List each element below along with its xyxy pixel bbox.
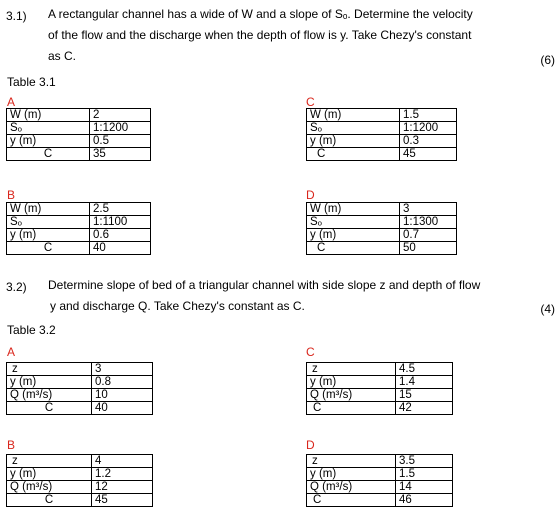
table-letter-a: A xyxy=(7,345,16,359)
table-row xyxy=(7,363,153,376)
table-cell: 3 xyxy=(400,203,457,216)
table-row xyxy=(7,109,151,122)
question-text-3-1 xyxy=(48,4,528,67)
table-cell: Q (m³/s) xyxy=(307,389,396,402)
table-cell: W (m) xyxy=(307,203,400,216)
table-cell: Sₒ xyxy=(7,122,90,135)
table-row xyxy=(307,122,457,135)
table-cell: 1.2 xyxy=(92,468,153,481)
table-row xyxy=(7,148,151,161)
table-cell: z xyxy=(307,455,396,468)
table-cell: 14 xyxy=(396,481,453,494)
table-cell: C xyxy=(307,494,396,507)
table-cell: 2.5 xyxy=(90,203,151,216)
table-row xyxy=(7,242,151,255)
table-letter-a: A xyxy=(7,95,16,109)
table-cell: 35 xyxy=(90,148,151,161)
table-letter-d: D xyxy=(306,438,315,452)
table-row xyxy=(307,242,457,255)
table-cell: y (m) xyxy=(7,468,92,481)
table-cell: Sₒ xyxy=(7,216,90,229)
table-letter-c: C xyxy=(306,345,315,359)
table-cell: 0.6 xyxy=(90,229,151,242)
question-line: as C. xyxy=(48,49,77,63)
table-cell: 4 xyxy=(92,455,153,468)
table-cell: 42 xyxy=(396,402,453,415)
table-row xyxy=(7,494,153,507)
table-cell: y (m) xyxy=(307,229,400,242)
table-cell: 45 xyxy=(400,148,457,161)
table-letter-b: B xyxy=(7,438,16,452)
question-line: y and discharge Q. Take Chezy's constant as C. xyxy=(50,299,305,313)
table-cell: 0.7 xyxy=(400,229,457,242)
table-row xyxy=(7,122,151,135)
question-number-3-1: 3.1) xyxy=(6,9,27,23)
table-3-1-b xyxy=(6,202,151,255)
table-cell: 0.5 xyxy=(90,135,151,148)
table-cell: 1.5 xyxy=(396,468,453,481)
table-row xyxy=(7,203,151,216)
table-cell: 45 xyxy=(92,494,153,507)
table-cell: 40 xyxy=(92,402,153,415)
question-text-3-2 xyxy=(48,275,528,317)
table-cell: C xyxy=(7,402,92,415)
table-row xyxy=(307,402,453,415)
table-cell: 0.3 xyxy=(400,135,457,148)
table-cell: Q (m³/s) xyxy=(7,389,92,402)
table-letter-b: B xyxy=(7,188,16,202)
table-cell: 1:1200 xyxy=(400,122,457,135)
table-cell: 2 xyxy=(90,109,151,122)
table-row xyxy=(307,494,453,507)
table-cell: 15 xyxy=(396,389,453,402)
table-cell: 4.5 xyxy=(396,363,453,376)
table-cell: C xyxy=(307,402,396,415)
table-row xyxy=(7,468,153,481)
table-row xyxy=(307,376,453,389)
table-cell: C xyxy=(7,242,90,255)
table-3-2-b xyxy=(6,454,153,507)
table-cell: y (m) xyxy=(307,135,400,148)
table-cell: 46 xyxy=(396,494,453,507)
table-row xyxy=(307,229,457,242)
table-row xyxy=(307,468,453,481)
table-cell: W (m) xyxy=(307,109,400,122)
table-cell: 1.5 xyxy=(400,109,457,122)
table-cell: Sₒ xyxy=(307,216,400,229)
table-caption-3-2: Table 3.2 xyxy=(7,323,56,337)
marks-3-2: (4) xyxy=(540,302,555,316)
table-caption-3-1: Table 3.1 xyxy=(7,75,56,89)
table-cell: Q (m³/s) xyxy=(307,481,396,494)
table-cell: 12 xyxy=(92,481,153,494)
table-3-2-c xyxy=(306,362,453,415)
table-row xyxy=(307,148,457,161)
table-row xyxy=(7,481,153,494)
table-cell: 40 xyxy=(90,242,151,255)
table-row xyxy=(307,455,453,468)
table-3-1-a xyxy=(6,108,151,161)
table-cell: z xyxy=(7,455,92,468)
table-cell: z xyxy=(307,363,396,376)
table-cell: y (m) xyxy=(7,376,92,389)
table-cell: y (m) xyxy=(307,376,396,389)
table-cell: C xyxy=(307,148,400,161)
table-3-1-d xyxy=(306,202,457,255)
table-row xyxy=(7,376,153,389)
table-cell: 1:1300 xyxy=(400,216,457,229)
table-cell: C xyxy=(7,148,90,161)
table-cell: z xyxy=(7,363,92,376)
table-cell: 1:1100 xyxy=(90,216,151,229)
table-cell: W (m) xyxy=(7,109,90,122)
table-row xyxy=(7,402,153,415)
table-cell: 3.5 xyxy=(396,455,453,468)
table-row xyxy=(7,455,153,468)
table-row xyxy=(307,135,457,148)
table-cell: 10 xyxy=(92,389,153,402)
table-row xyxy=(7,229,151,242)
table-cell: 50 xyxy=(400,242,457,255)
table-row xyxy=(307,363,453,376)
question-line: A rectangular channel has a wide of W and a slope of Sₒ. Determine the velocity xyxy=(48,7,473,21)
table-3-2-d xyxy=(306,454,453,507)
table-cell: 1.4 xyxy=(396,376,453,389)
table-cell: 0.8 xyxy=(92,376,153,389)
table-cell: 1:1200 xyxy=(90,122,151,135)
question-number-3-2: 3.2) xyxy=(6,280,27,294)
table-cell: 3 xyxy=(92,363,153,376)
table-letter-c: C xyxy=(306,95,315,109)
table-cell: W (m) xyxy=(7,203,90,216)
table-cell: Sₒ xyxy=(307,122,400,135)
table-row xyxy=(307,389,453,402)
table-cell: Q (m³/s) xyxy=(7,481,92,494)
question-line: of the flow and the discharge when the depth of flow is y. Take Chezy's constant xyxy=(48,28,472,42)
table-row xyxy=(7,389,153,402)
table-cell: C xyxy=(307,242,400,255)
table-letter-d: D xyxy=(306,188,315,202)
question-line: Determine slope of bed of a triangular channel with side slope z and depth of flow xyxy=(48,278,481,292)
table-3-2-a xyxy=(6,362,153,415)
table-cell: y (m) xyxy=(7,229,90,242)
table-row xyxy=(307,109,457,122)
table-row xyxy=(7,135,151,148)
table-cell: C xyxy=(7,494,92,507)
table-cell: y (m) xyxy=(307,468,396,481)
table-row xyxy=(307,203,457,216)
table-3-1-c xyxy=(306,108,457,161)
marks-3-1: (6) xyxy=(540,53,555,67)
table-row xyxy=(307,481,453,494)
table-row xyxy=(7,216,151,229)
table-row xyxy=(307,216,457,229)
table-cell: y (m) xyxy=(7,135,90,148)
